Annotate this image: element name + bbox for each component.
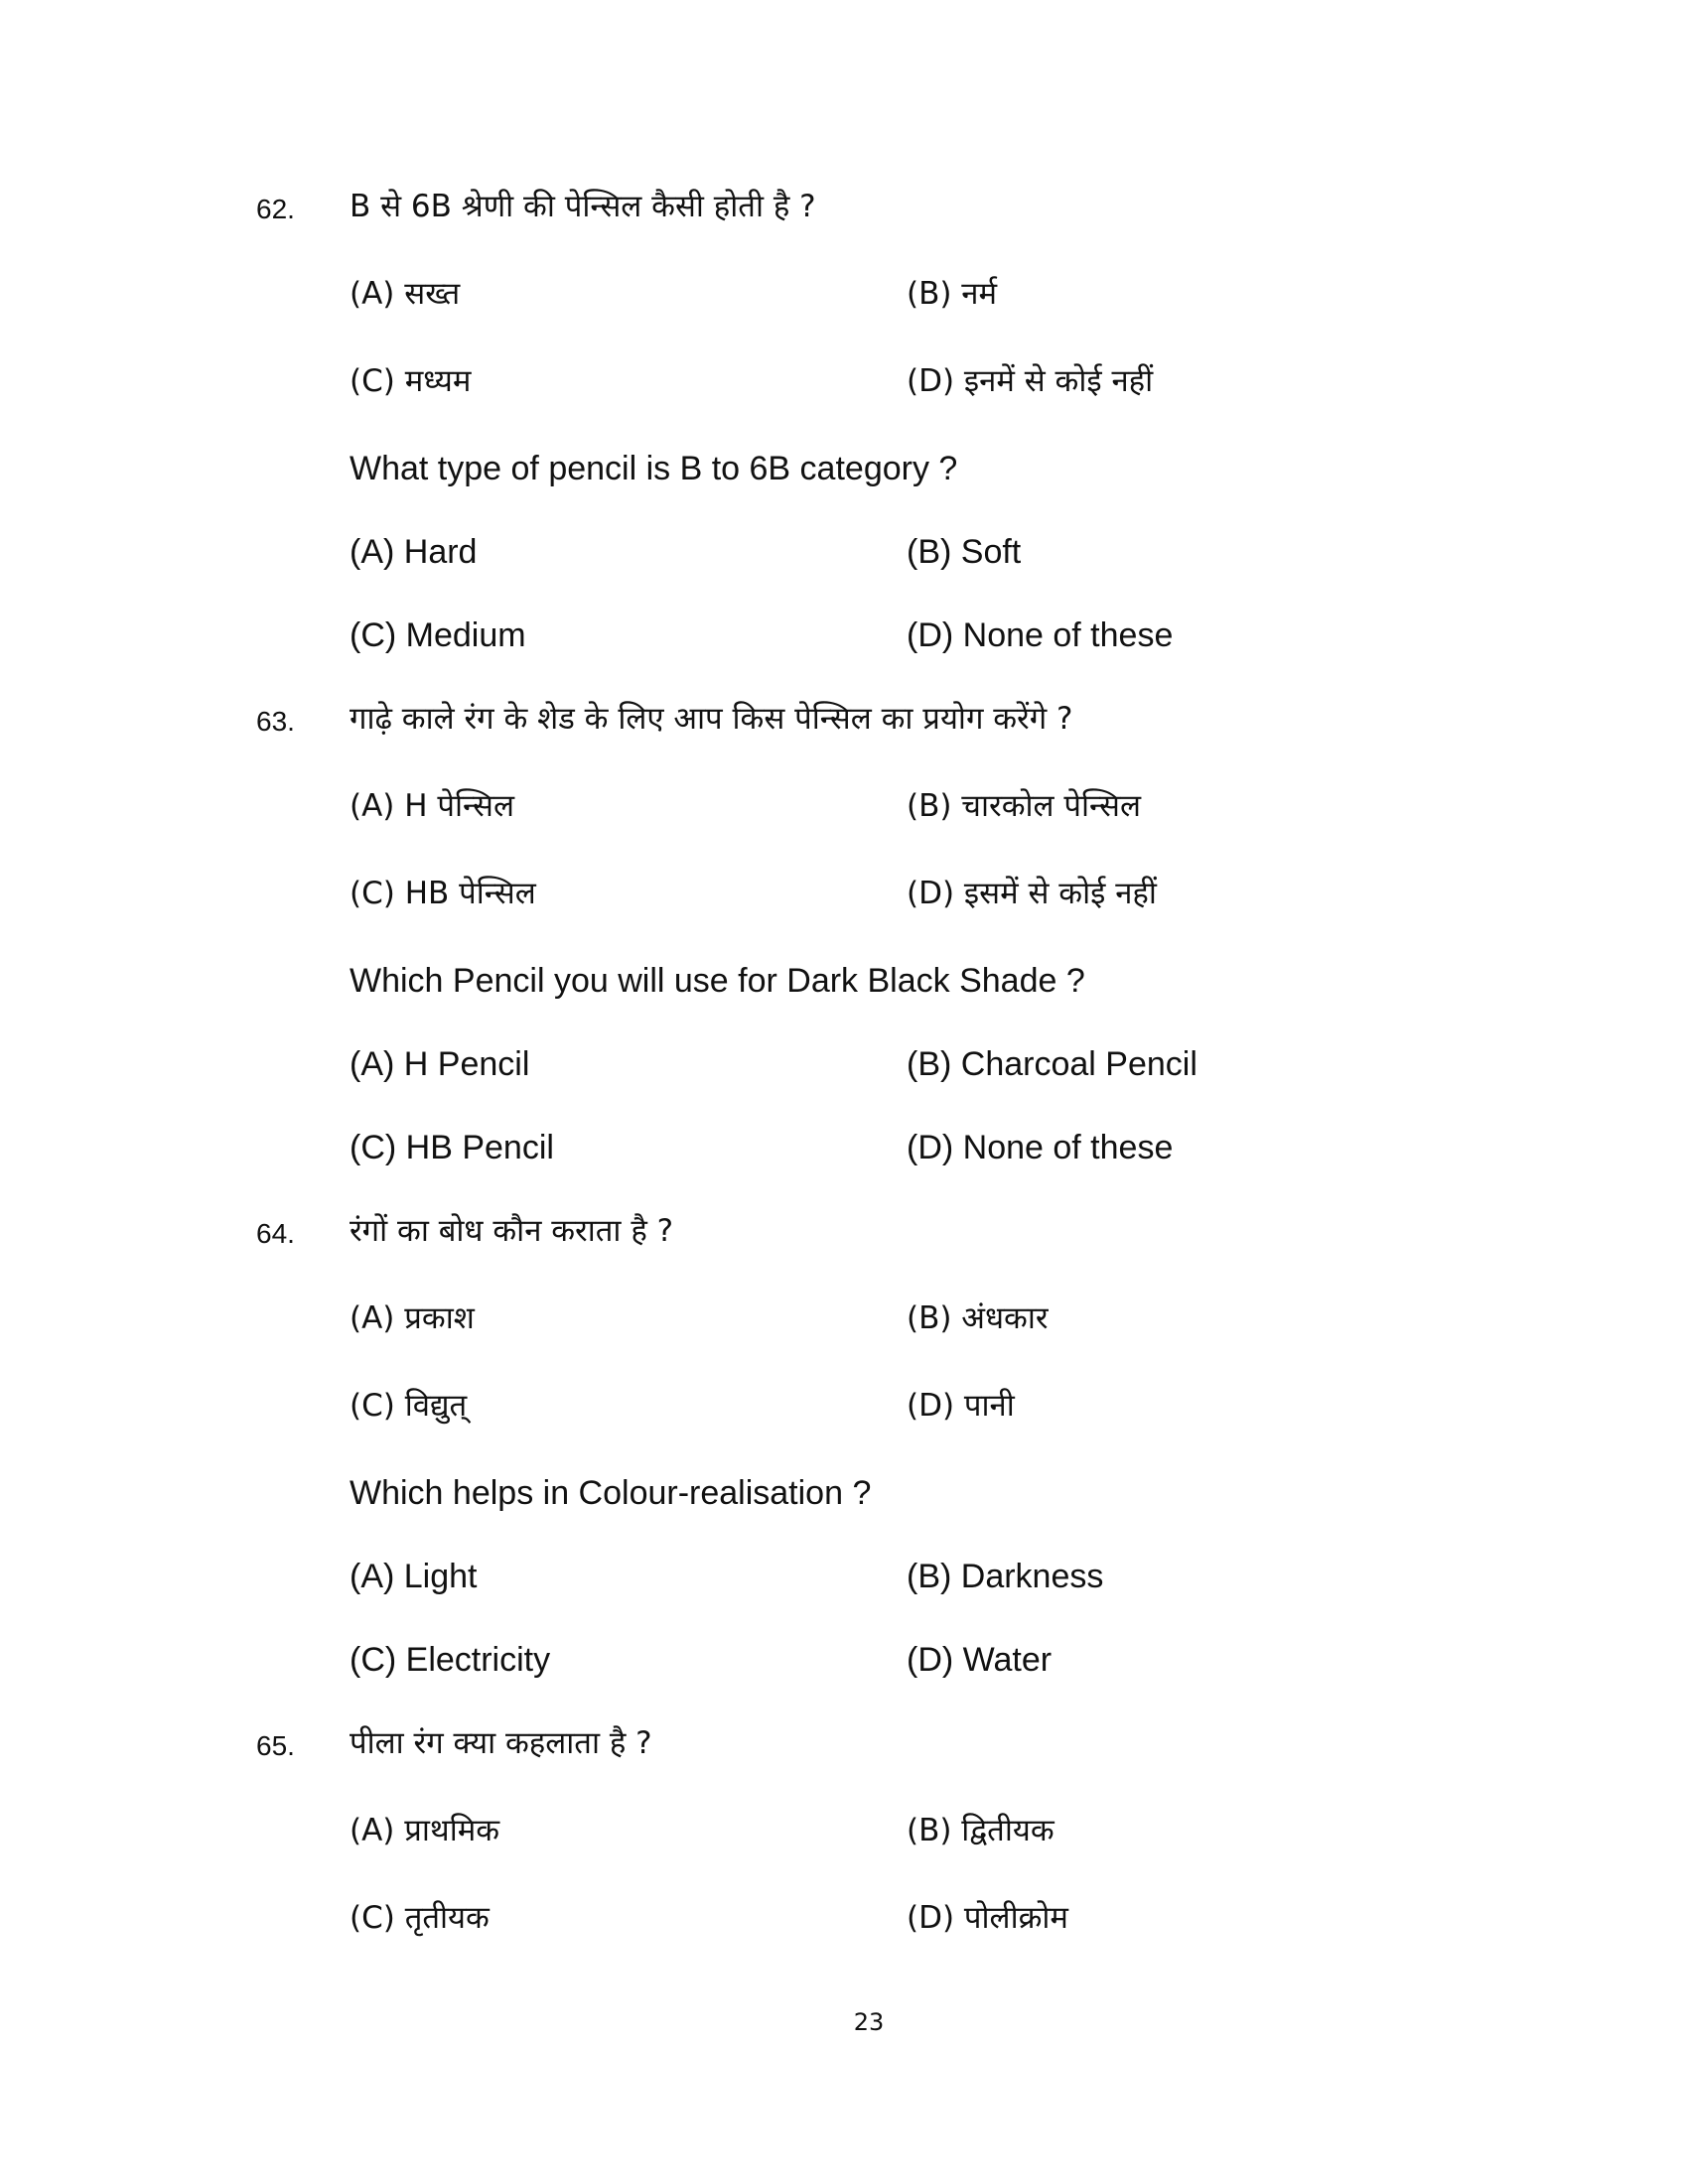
question-64-hindi-row xyxy=(0,1211,1688,1251)
question-62-hindi-options-row-2 xyxy=(0,361,1688,401)
question-text-hindi: B से 6B श्रेणी की पेन्सिल कैसी होती है ? xyxy=(350,189,816,224)
question-text-hindi: पीला रंग क्या कहलाता है ? xyxy=(350,1725,652,1761)
option-d: (D) None of these xyxy=(907,1129,1174,1166)
option-d: (D) Water xyxy=(907,1641,1053,1679)
question-65-hindi-options-row-2 xyxy=(0,1898,1688,1938)
question-62-hindi-options-row-1 xyxy=(0,274,1688,314)
question-number: 63. xyxy=(256,706,295,737)
question-64-english-row xyxy=(0,1473,1688,1513)
question-63-english-row xyxy=(0,961,1688,1001)
question-63-english-options-row-2 xyxy=(0,1128,1688,1167)
option-b: (B) चारकोल पेन्सिल xyxy=(907,788,1142,824)
option-b: (B) Soft xyxy=(907,533,1022,571)
question-text-hindi: रंगों का बोध कौन कराता है ? xyxy=(350,1213,674,1249)
question-64-hindi-options-row-2 xyxy=(0,1386,1688,1426)
option-d: (D) इनमें से कोई नहीं xyxy=(907,363,1154,399)
question-62-english-row xyxy=(0,449,1688,488)
option-d: (D) पोलीक्रोम xyxy=(907,1900,1068,1936)
question-number: 64. xyxy=(256,1218,295,1249)
option-a: (A) H Pencil xyxy=(350,1045,530,1083)
option-c: (C) मध्यम xyxy=(350,363,472,399)
option-c: (C) HB पेन्सिल xyxy=(350,876,536,911)
question-63-hindi-row xyxy=(0,699,1688,739)
question-65-hindi-row xyxy=(0,1723,1688,1763)
option-b: (B) Charcoal Pencil xyxy=(907,1045,1197,1083)
question-text-english: Which Pencil you will use for Dark Black Shade ? xyxy=(350,962,1085,1000)
question-text-english: Which helps in Colour-realisation ? xyxy=(350,1474,872,1512)
option-b: (B) द्वितीयक xyxy=(907,1813,1055,1848)
question-64-hindi-options-row-1 xyxy=(0,1298,1688,1338)
option-d: (D) None of these xyxy=(907,616,1174,654)
question-65-hindi-options-row-1 xyxy=(0,1811,1688,1850)
option-a: (A) Hard xyxy=(350,533,478,571)
option-d: (D) पानी xyxy=(907,1388,1015,1424)
question-63-hindi-options-row-1 xyxy=(0,786,1688,826)
question-number: 62. xyxy=(256,194,295,224)
option-c: (C) HB Pencil xyxy=(350,1129,554,1166)
question-62-hindi-row xyxy=(0,187,1688,226)
question-62-english-options-row-2 xyxy=(0,615,1688,655)
question-64-english-options-row-2 xyxy=(0,1640,1688,1680)
option-a: (A) H पेन्सिल xyxy=(350,788,515,824)
page-number: 23 xyxy=(853,2008,885,2036)
option-a: (A) प्राथमिक xyxy=(350,1813,500,1848)
question-64-english-options-row-1 xyxy=(0,1557,1688,1596)
option-b: (B) Darkness xyxy=(907,1558,1104,1595)
option-b: (B) नर्म xyxy=(907,276,998,312)
option-b: (B) अंधकार xyxy=(907,1300,1049,1336)
option-a: (A) सख्त xyxy=(350,276,461,312)
option-c: (C) विद्युत् xyxy=(350,1388,468,1424)
option-c: (C) Medium xyxy=(350,616,526,654)
question-text-english: What type of pencil is B to 6B category ? xyxy=(350,450,958,487)
option-c: (C) तृतीयक xyxy=(350,1900,490,1936)
option-a: (A) Light xyxy=(350,1558,478,1595)
question-63-english-options-row-1 xyxy=(0,1044,1688,1084)
question-62-english-options-row-1 xyxy=(0,532,1688,572)
question-text-hindi: गाढ़े काले रंग के शेड के लिए आप किस पेन्सिल का प्रयोग करेंगे ? xyxy=(350,701,1073,737)
question-63-hindi-options-row-2 xyxy=(0,874,1688,913)
option-c: (C) Electricity xyxy=(350,1641,551,1679)
option-a: (A) प्रकाश xyxy=(350,1300,475,1336)
option-d: (D) इसमें से कोई नहीं xyxy=(907,876,1157,911)
question-number: 65. xyxy=(256,1730,295,1761)
